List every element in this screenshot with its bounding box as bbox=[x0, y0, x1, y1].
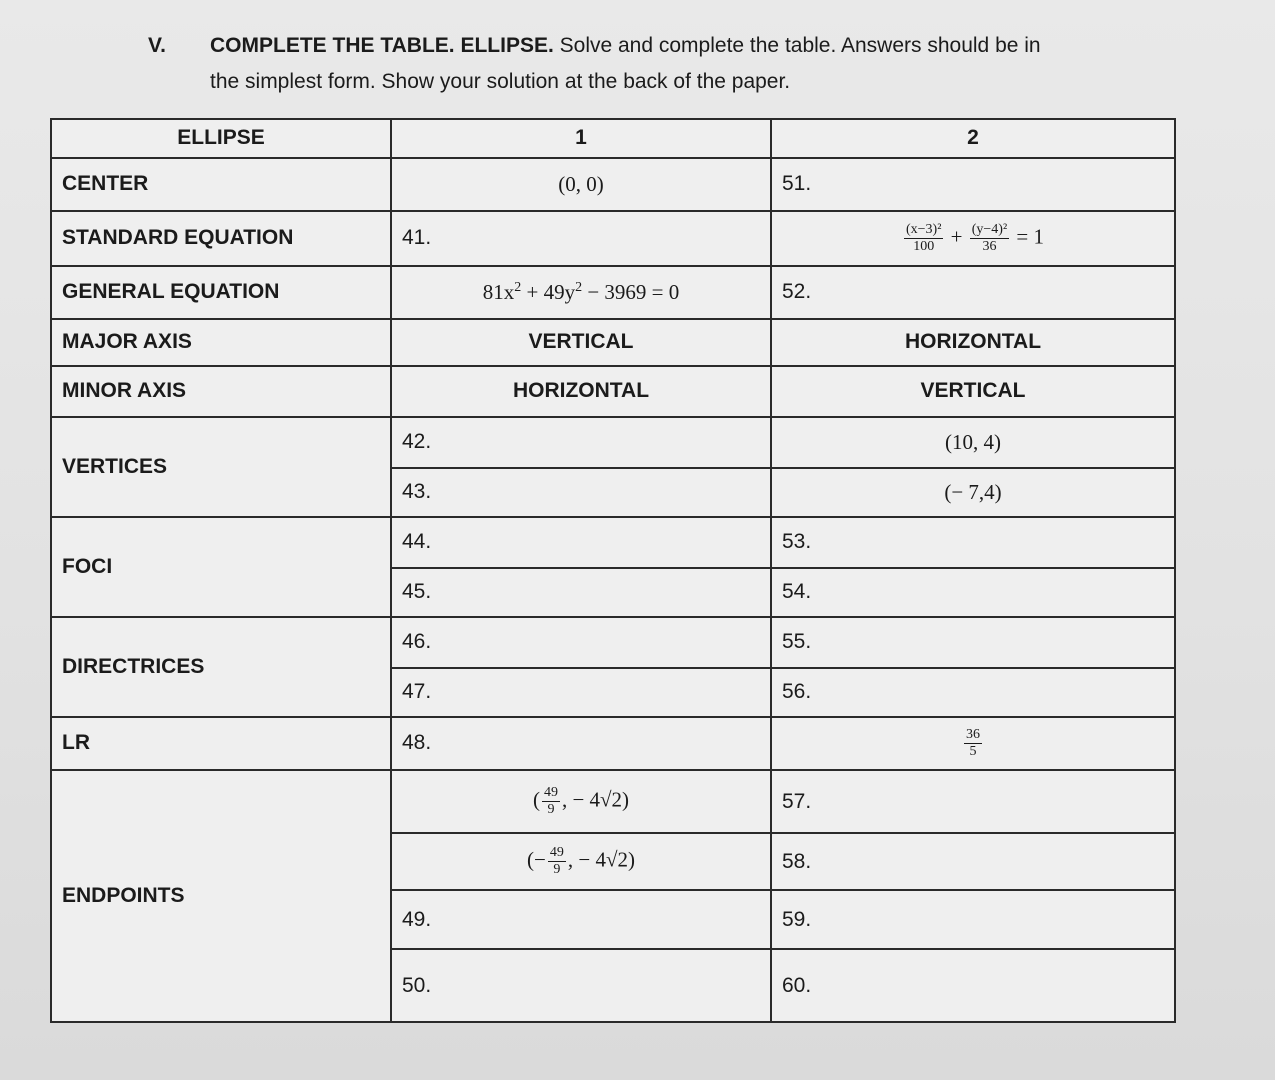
table-row-vertices-1 bbox=[51, 417, 1175, 468]
endpoints-col-2-b: 58. bbox=[771, 833, 1175, 890]
table-row-endpoints-1 bbox=[51, 770, 1175, 833]
header-ellipse: ELLIPSE bbox=[51, 119, 391, 158]
label-vertices: VERTICES bbox=[51, 417, 391, 517]
lr-col-2 bbox=[771, 717, 1175, 770]
general-equation-col-1: $81x^2 + 49y^2 - 3969 = 0$ bbox=[391, 266, 771, 319]
endpoints-col-2-a: 57. bbox=[771, 770, 1175, 833]
header-col-2: 2 bbox=[771, 119, 1175, 158]
minor-axis-col-2: VERTICAL bbox=[771, 366, 1175, 417]
endpoints-col-2-d: 60. bbox=[771, 949, 1175, 1022]
center-col-2: 51. bbox=[771, 158, 1175, 211]
label-standard-equation: STANDARD EQUATION bbox=[51, 211, 391, 266]
section-number: V. bbox=[148, 34, 166, 57]
instructions-line-2: the simplest form. Show your solution at the back of the paper. bbox=[210, 70, 791, 93]
major-axis-col-2: HORIZONTAL bbox=[771, 319, 1175, 366]
fraction-lr: $\frac{36}{5}$ bbox=[966, 726, 980, 759]
label-minor-axis: MINOR AXIS bbox=[51, 366, 391, 417]
directrices-col-1-b: 47. bbox=[391, 668, 771, 717]
table-row-general-equation bbox=[51, 266, 1175, 319]
endpoints-col-1-b: (− $\frac{49}{9}$ , − 4√2) bbox=[391, 833, 771, 890]
vertices-col-1-b: 43. bbox=[391, 468, 771, 517]
instructions-line-1-rest: Solve and complete the table. Answers should be in bbox=[553, 34, 1041, 57]
standard-equation-col-2: $\frac{\text{(x−3)²}}{100}$ + $\frac{\text{(y−4)²}}{36}$ = 1 bbox=[771, 211, 1175, 266]
foci-col-2-a: 53. bbox=[771, 517, 1175, 568]
foci-col-1-b: 45. bbox=[391, 568, 771, 617]
instructions-heading: COMPLETE THE TABLE. ELLIPSE. bbox=[210, 34, 554, 57]
endpoints-col-1-d: 50. bbox=[391, 949, 771, 1022]
directrices-col-2-a: 55. bbox=[771, 617, 1175, 668]
table-row-center bbox=[51, 158, 1175, 211]
label-center: CENTER bbox=[51, 158, 391, 211]
minor-axis-col-1: HORIZONTAL bbox=[391, 366, 771, 417]
table-row-foci-1 bbox=[51, 517, 1175, 568]
label-general-equation: GENERAL EQUATION bbox=[51, 266, 391, 319]
endpoints-col-2-c: 59. bbox=[771, 890, 1175, 949]
general-equation-col-2: 52. bbox=[771, 266, 1175, 319]
standard-equation-col-1: 41. bbox=[391, 211, 771, 266]
fraction-y: $\frac{\text{(y−4)²}}{36}$ bbox=[971, 221, 1008, 254]
label-lr: LR bbox=[51, 717, 391, 770]
table-row-header bbox=[51, 119, 1175, 158]
label-directrices: DIRECTRICES bbox=[51, 617, 391, 717]
table-row-directrices-1 bbox=[51, 617, 1175, 668]
vertices-col-2-b: (− 7,4) bbox=[771, 468, 1175, 517]
label-major-axis: MAJOR AXIS bbox=[51, 319, 391, 366]
vertices-col-2-a: (10, 4) bbox=[771, 417, 1175, 468]
directrices-col-2-b: 56. bbox=[771, 668, 1175, 717]
table-row-major-axis bbox=[51, 319, 1175, 366]
endpoints-col-1-a: ( $\frac{49}{9}$ , − 4√2) bbox=[391, 770, 771, 833]
fraction-x: $\frac{\text{(x−3)²}}{100}$ bbox=[905, 221, 942, 254]
table-row-standard-equation bbox=[51, 211, 1175, 266]
major-axis-col-1: VERTICAL bbox=[391, 319, 771, 366]
table-row-minor-axis bbox=[51, 366, 1175, 417]
lr-col-1: 48. bbox=[391, 717, 771, 770]
table-row-lr bbox=[51, 717, 1175, 770]
label-endpoints: ENDPOINTS bbox=[51, 770, 391, 1022]
endpoints-col-1-c: 49. bbox=[391, 890, 771, 949]
vertices-col-1-a: 42. bbox=[391, 417, 771, 468]
label-foci: FOCI bbox=[51, 517, 391, 617]
ellipse-table bbox=[50, 118, 1176, 1023]
header-col-1: 1 bbox=[391, 119, 771, 158]
foci-col-1-a: 44. bbox=[391, 517, 771, 568]
center-col-1: (0, 0) bbox=[391, 158, 771, 211]
instructions-line-1 bbox=[210, 28, 1041, 64]
foci-col-2-b: 54. bbox=[771, 568, 1175, 617]
directrices-col-1-a: 46. bbox=[391, 617, 771, 668]
